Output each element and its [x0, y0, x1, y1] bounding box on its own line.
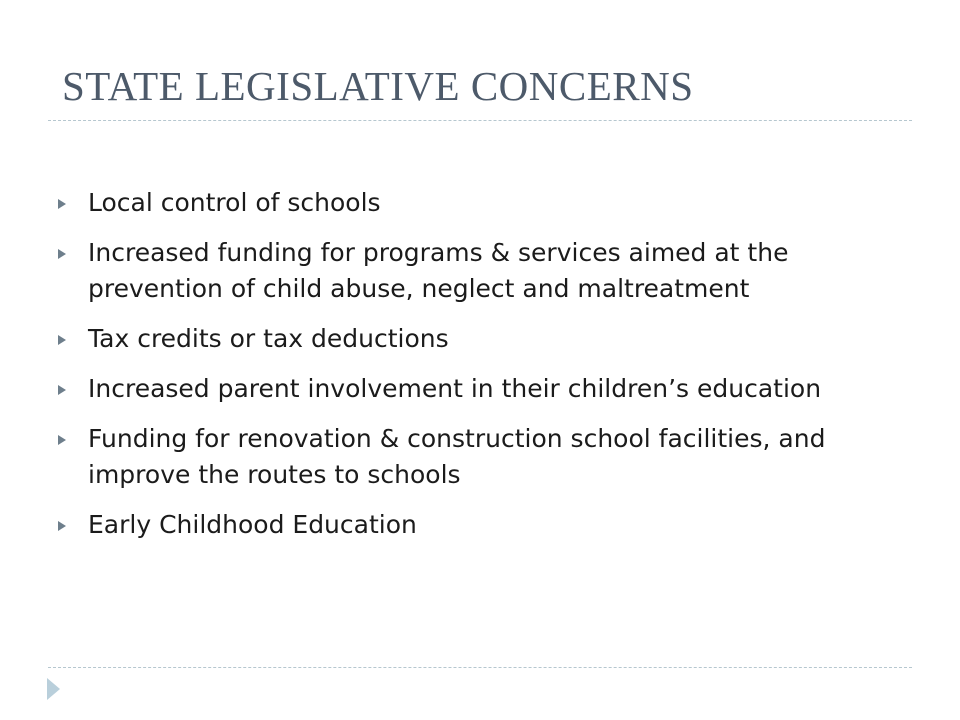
bullet-item: [58, 321, 918, 357]
bullet-text: Local control of schools: [88, 188, 381, 217]
bullet-item: [58, 421, 918, 493]
triangle-right-icon: [58, 385, 66, 395]
bullet-item: [58, 371, 918, 407]
title-divider: [48, 120, 912, 121]
triangle-right-icon: [47, 678, 60, 700]
slide-title: STATE LEGISLATIVE CONCERNS: [62, 63, 694, 109]
bullet-text: Tax credits or tax deductions: [88, 324, 449, 353]
triangle-right-icon: [58, 335, 66, 345]
bullet-item: [58, 235, 918, 307]
triangle-right-icon: [58, 199, 66, 209]
bullet-text: Increased funding for programs & services aimed at the prevention of child abuse, neglect and maltreatment: [88, 238, 789, 303]
bullet-text: Early Childhood Education: [88, 510, 417, 539]
triangle-right-icon: [58, 521, 66, 531]
bullet-text: Increased parent involvement in their children’s education: [88, 374, 822, 403]
bullet-item: [58, 507, 918, 543]
bullet-list: [58, 185, 918, 557]
triangle-right-icon: [58, 435, 66, 445]
triangle-right-icon: [58, 249, 66, 259]
footer-divider: [48, 667, 912, 668]
bullet-text: Funding for renovation & construction school facilities, and improve the routes to schools: [88, 424, 826, 489]
bullet-item: [58, 185, 918, 221]
